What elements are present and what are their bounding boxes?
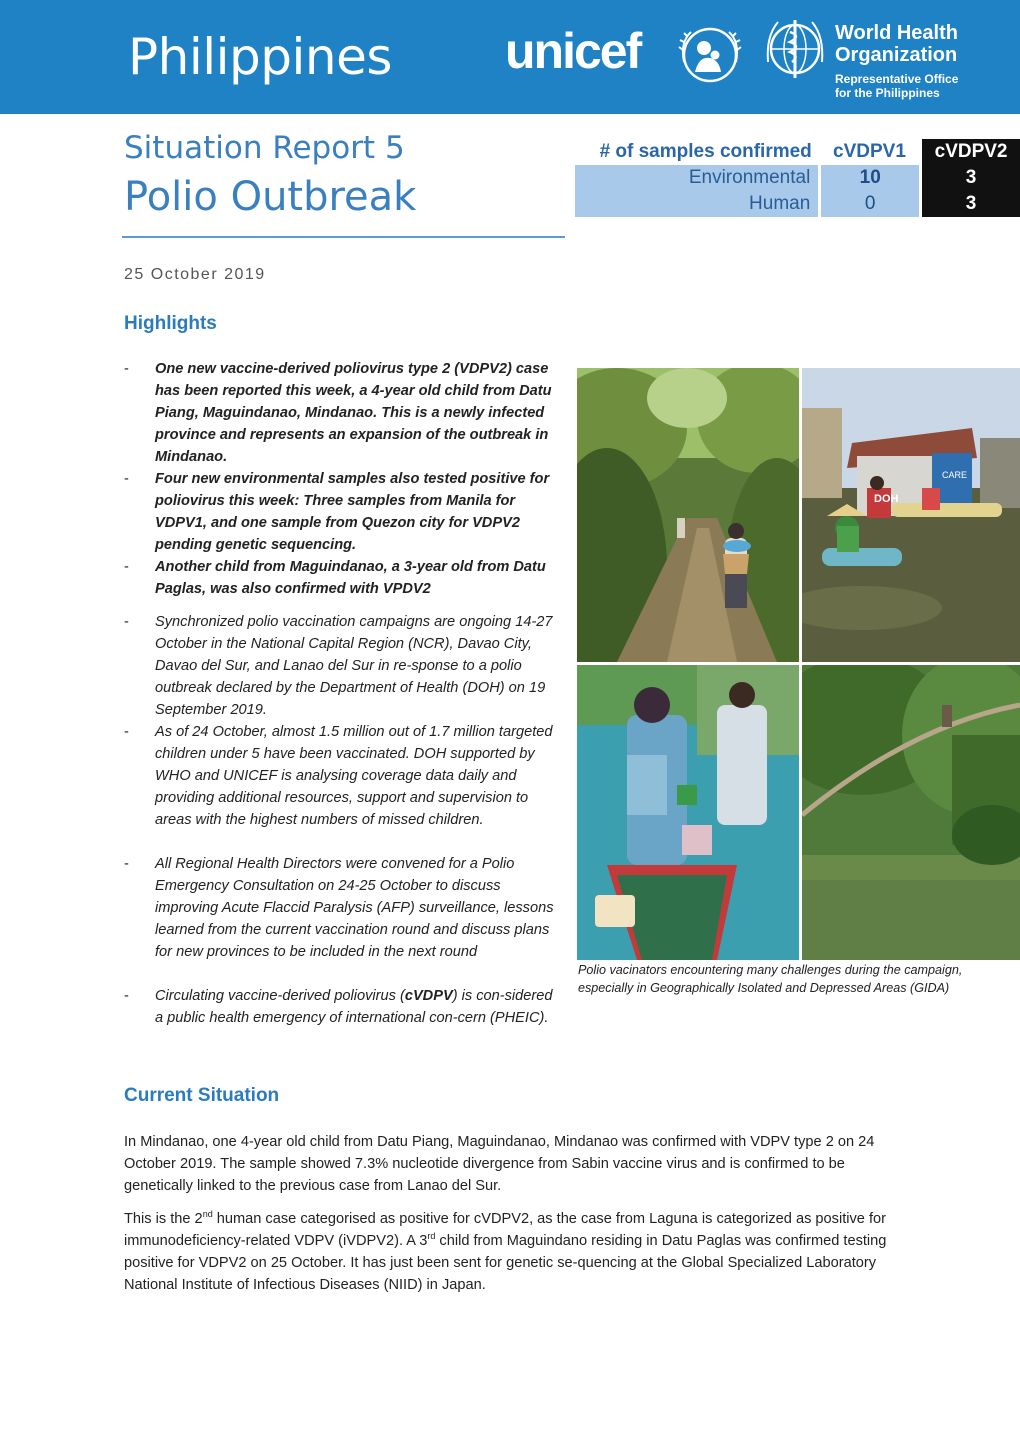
who-logo-text — [835, 22, 958, 100]
highlight-text: Synchronized polio vaccination campaigns are ongoing 14-27 October in the National Capital Region (NCR), Davao City, Davao del Sur, and Lanao del Sur in re-sponse to a polio outbreak declared by the Department of Health (DOH) on 19 September 2019. — [155, 614, 553, 718]
bullet-dash: - — [124, 471, 129, 487]
photo-sign-care: CARE — [942, 470, 968, 480]
text-pre: Circulating vaccine-derived poliovirus ( — [155, 988, 405, 1004]
report-date: 25 October 2019 — [124, 266, 266, 283]
samples-header-row — [575, 139, 1020, 165]
p2-sup-rd: rd — [427, 1231, 436, 1242]
row-label: Environmental — [575, 165, 820, 191]
highlight-item — [124, 556, 564, 600]
who-line-2: Organization — [835, 44, 958, 66]
text-bold: cVDPV — [404, 988, 453, 1004]
highlight-text: Four new environmental samples also tested positive for poliovirus this week: Three samples from Manila for VDPV1, and one sample from Quezon city for VDPV2 pending genetic sequencing. — [155, 471, 550, 553]
samples-table — [575, 139, 1020, 217]
who-emblem-icon — [764, 16, 826, 86]
photo-flooded-street — [802, 368, 1020, 662]
highlight-item — [124, 358, 564, 468]
highlight-item — [124, 468, 564, 556]
highlight-text: As of 24 October, almost 1.5 million out of 1.7 million targeted children under 5 have been vaccinated. DOH supported by WHO and UNICEF is analysing coverage data daily and providing additional resources, support and supervision to areas with the highest numbers of missed children. — [155, 724, 553, 828]
row-label: Human — [575, 191, 820, 217]
col-cvdpv1-header: cVDPV1 — [833, 141, 906, 162]
who-line-1: World Health — [835, 22, 958, 44]
bullet-dash: - — [124, 724, 129, 740]
bullet-dash: - — [124, 988, 129, 1004]
col-cvdpv2-header: cVDPV2 — [921, 139, 1020, 165]
highlight-text: All Regional Health Directors were convened for a Polio Emergency Consultation on 24-25 October to discuss improving Acute Flaccid Paralysis (AFP) surveillance, lessons learned from the current vaccination round and discuss plans for new provinces to be included in the next round — [155, 856, 554, 960]
header-banner — [0, 0, 1020, 114]
p2-part-c: child from Maguindano residing in Datu Paglas was confirmed testing positive for VDPV2 on 25 October. It has just been sent for genetic se-quencing at the Global Specialized Laboratory National Institute of Infectious Diseases (NIID) in Japan. — [124, 1233, 887, 1293]
highlight-item — [124, 721, 564, 831]
photo-collage — [577, 368, 1020, 960]
photo-river-crossing — [802, 665, 1020, 960]
cvdpv2-value: 3 — [921, 165, 1020, 191]
cvdpv2-value: 3 — [921, 191, 1020, 217]
outbreak-title: Polio Outbreak — [124, 174, 417, 220]
highlight-item — [124, 853, 564, 963]
photo-sign-doh: DOH — [874, 493, 899, 505]
samples-row-environmental — [575, 165, 1020, 191]
title-divider — [122, 236, 565, 238]
photo-forest-path — [577, 368, 799, 662]
current-paragraph-1: In Mindanao, one 4-year old child from Datu Piang, Maguindanao, Mindanao was confirmed with VDPV type 2 on 24 October 2019. The sample showed 7.3% nucleotide divergence from Sabin vaccine virus and is confirmed to be genetically linked to the previous case from Lanao del Sur. — [124, 1134, 875, 1194]
current-paragraph-2 — [124, 1208, 904, 1296]
photo-caption: Polio vacinators encountering many challenges during the campaign, especially in Geographically Isolated and Depressed Areas (GIDA) — [578, 963, 963, 995]
country-title: Philippines — [128, 28, 392, 86]
report-title: Situation Report 5 — [124, 130, 405, 166]
bullet-dash: - — [124, 559, 129, 575]
unicef-logo-text: unicef — [505, 23, 641, 79]
highlight-item — [124, 985, 564, 1029]
highlight-item — [124, 611, 560, 721]
who-line-3: Representative Office — [835, 72, 959, 86]
current-situation-heading: Current Situation — [124, 1085, 280, 1106]
p2-sup-nd: nd — [202, 1209, 213, 1220]
photo-boat-vaccinators — [577, 665, 799, 960]
bullet-dash: - — [124, 361, 129, 377]
bullet-dash: - — [124, 856, 129, 872]
unicef-emblem-icon — [677, 22, 743, 88]
highlight-text: Another child from Maguindanao, a 3-year old from Datu Paglas, was also confirmed with VPDV2 — [155, 559, 546, 597]
p2-part-a: This is the 2 — [124, 1211, 203, 1227]
highlight-text: One new vaccine-derived poliovirus type 2 (VDPV2) case has been reported this week, a 4-year old child from Datu Piang, Maguindanao, Mindanao. This is a newly infected province and represents an expansion of the outbreak in Mindanao. — [155, 361, 552, 465]
highlights-heading: Highlights — [124, 313, 217, 334]
bullet-dash: - — [124, 614, 129, 630]
highlight-text — [155, 985, 564, 1029]
p2-part-b: human case categorised as positive for cVDPV2, as the case from Laguna is categorized as positive for immunodeficiency-related VDPV (iVDPV2). A 3 — [124, 1211, 886, 1249]
cvdpv1-value: 0 — [820, 191, 921, 217]
samples-header: # of samples confirmed — [599, 141, 812, 162]
who-line-4: for the Philippines — [835, 86, 940, 100]
cvdpv1-value: 10 — [820, 165, 921, 191]
text-post: ) is con-sidered a public health emergency of international con-cern (PHEIC). — [155, 988, 553, 1026]
samples-row-human — [575, 191, 1020, 217]
